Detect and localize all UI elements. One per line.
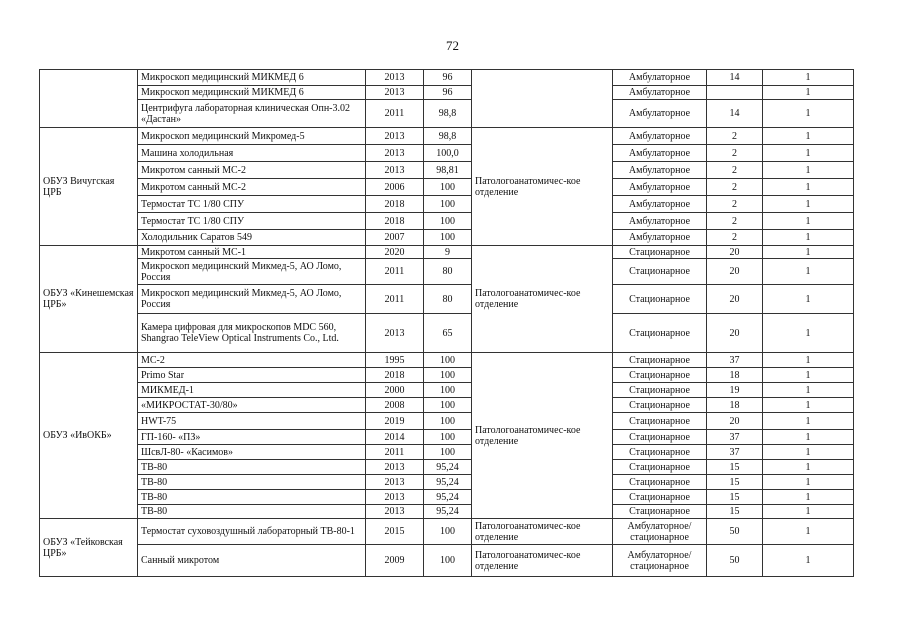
quantity-cell: 1 — [763, 70, 854, 86]
care-type-cell: Амбулаторное — [613, 213, 707, 230]
year-cell: 2013 — [366, 314, 424, 353]
equipment-cell: HWT-75 — [138, 413, 366, 430]
count-cell: 2 — [707, 196, 763, 213]
year-cell: 2013 — [366, 86, 424, 100]
year-cell: 2013 — [366, 475, 424, 490]
count-cell: 20 — [707, 285, 763, 314]
care-type-cell: Амбулаторное — [613, 179, 707, 196]
count-cell: 19 — [707, 383, 763, 398]
table-row — [40, 314, 854, 353]
quantity-cell: 1 — [763, 162, 854, 179]
equipment-cell: Термостат ТС 1/80 СПУ — [138, 196, 366, 213]
percent-cell: 100 — [424, 445, 472, 460]
percent-cell: 98,8 — [424, 100, 472, 128]
equipment-cell: Центрифуга лабораторная клиническая Опн-3.02 «Дастан» — [138, 100, 366, 128]
care-type-cell: Амбулаторное — [613, 162, 707, 179]
table-row — [40, 430, 854, 445]
count-cell: 2 — [707, 162, 763, 179]
percent-cell: 100 — [424, 398, 472, 413]
year-cell: 2018 — [366, 196, 424, 213]
table-row — [40, 145, 854, 162]
equipment-cell: ТВ-80 — [138, 490, 366, 505]
care-type-cell: Амбулаторное — [613, 86, 707, 100]
equipment-cell: Камера цифровая для микроскопов MDC 560, Shangrao TeleView Optical Instruments Co., Ltd. — [138, 314, 366, 353]
care-type-cell: Стационарное — [613, 368, 707, 383]
quantity-cell: 1 — [763, 213, 854, 230]
table-row — [40, 545, 854, 577]
table-row — [40, 490, 854, 505]
year-cell: 2009 — [366, 545, 424, 577]
year-cell: 2008 — [366, 398, 424, 413]
count-cell: 37 — [707, 445, 763, 460]
year-cell: 2013 — [366, 490, 424, 505]
equipment-cell: ТВ-80 — [138, 475, 366, 490]
quantity-cell: 1 — [763, 430, 854, 445]
percent-cell: 100 — [424, 353, 472, 368]
quantity-cell: 1 — [763, 100, 854, 128]
quantity-cell: 1 — [763, 128, 854, 145]
quantity-cell: 1 — [763, 314, 854, 353]
equipment-cell: МИКМЕД-1 — [138, 383, 366, 398]
year-cell: 2013 — [366, 145, 424, 162]
organization-cell: ОБУЗ «ИвОКБ» — [40, 353, 138, 519]
care-type-cell: Стационарное — [613, 413, 707, 430]
table-row — [40, 460, 854, 475]
table-row — [40, 368, 854, 383]
equipment-cell: Микротом санный МС-2 — [138, 179, 366, 196]
year-cell: 2011 — [366, 285, 424, 314]
department-cell: Патологоанатомичес-кое отделение — [472, 545, 613, 577]
year-cell: 2013 — [366, 460, 424, 475]
count-cell: 15 — [707, 475, 763, 490]
count-cell: 14 — [707, 100, 763, 128]
table-row — [40, 213, 854, 230]
percent-cell: 100 — [424, 383, 472, 398]
care-type-cell: Стационарное — [613, 383, 707, 398]
year-cell: 2011 — [366, 445, 424, 460]
percent-cell: 95,24 — [424, 475, 472, 490]
quantity-cell: 1 — [763, 475, 854, 490]
equipment-cell: Primo Star — [138, 368, 366, 383]
equipment-cell: «МИКРОСТАТ-30/80» — [138, 398, 366, 413]
equipment-cell: ШсвЛ-80- «Касимов» — [138, 445, 366, 460]
year-cell: 2018 — [366, 213, 424, 230]
care-type-cell: Стационарное — [613, 505, 707, 519]
department-cell: Патологоанатомичес-кое отделение — [472, 128, 613, 246]
care-type-cell: Амбулаторное — [613, 70, 707, 86]
quantity-cell: 1 — [763, 196, 854, 213]
count-cell: 37 — [707, 430, 763, 445]
quantity-cell: 1 — [763, 368, 854, 383]
count-cell: 2 — [707, 145, 763, 162]
year-cell: 2015 — [366, 519, 424, 545]
table-row — [40, 100, 854, 128]
count-cell — [707, 86, 763, 100]
year-cell: 2019 — [366, 413, 424, 430]
percent-cell: 80 — [424, 259, 472, 285]
department-cell: Патологоанатомичес-кое отделение — [472, 246, 613, 353]
department-cell: Патологоанатомичес-кое отделение — [472, 519, 613, 545]
percent-cell: 100 — [424, 545, 472, 577]
equipment-cell: Санный микротом — [138, 545, 366, 577]
care-type-cell: Стационарное — [613, 475, 707, 490]
quantity-cell: 1 — [763, 86, 854, 100]
percent-cell: 100 — [424, 213, 472, 230]
percent-cell: 96 — [424, 86, 472, 100]
percent-cell: 95,24 — [424, 505, 472, 519]
equipment-cell: ГП-160- «ПЗ» — [138, 430, 366, 445]
equipment-cell: ТВ-80 — [138, 505, 366, 519]
year-cell: 2013 — [366, 70, 424, 86]
year-cell: 2011 — [366, 259, 424, 285]
equipment-cell: Микроскоп медицинский Микмед-5, АО Ломо, Россия — [138, 285, 366, 314]
care-type-cell: Стационарное — [613, 353, 707, 368]
organization-cell: ОБУЗ «Тейковская ЦРБ» — [40, 519, 138, 577]
equipment-cell: Холодильник Саратов 549 — [138, 230, 366, 246]
care-type-cell: Амбулаторное — [613, 128, 707, 145]
year-cell: 2014 — [366, 430, 424, 445]
count-cell: 2 — [707, 213, 763, 230]
quantity-cell: 1 — [763, 145, 854, 162]
percent-cell: 98,81 — [424, 162, 472, 179]
table-row — [40, 475, 854, 490]
percent-cell: 65 — [424, 314, 472, 353]
quantity-cell: 1 — [763, 505, 854, 519]
equipment-table — [39, 69, 854, 577]
quantity-cell: 1 — [763, 413, 854, 430]
count-cell: 20 — [707, 246, 763, 259]
year-cell: 2013 — [366, 128, 424, 145]
table-row — [40, 259, 854, 285]
count-cell: 2 — [707, 128, 763, 145]
count-cell: 18 — [707, 398, 763, 413]
quantity-cell: 1 — [763, 445, 854, 460]
equipment-cell: Микротом санный МС-1 — [138, 246, 366, 259]
percent-cell: 100 — [424, 519, 472, 545]
quantity-cell: 1 — [763, 259, 854, 285]
table-row — [40, 128, 854, 145]
percent-cell: 100 — [424, 413, 472, 430]
care-type-cell: Стационарное — [613, 445, 707, 460]
care-type-cell: Стационарное — [613, 490, 707, 505]
percent-cell: 95,24 — [424, 490, 472, 505]
count-cell: 37 — [707, 353, 763, 368]
year-cell: 2007 — [366, 230, 424, 246]
equipment-cell: Машина холодильная — [138, 145, 366, 162]
quantity-cell: 1 — [763, 383, 854, 398]
percent-cell: 100,0 — [424, 145, 472, 162]
quantity-cell: 1 — [763, 353, 854, 368]
count-cell: 15 — [707, 490, 763, 505]
count-cell: 50 — [707, 545, 763, 577]
organization-cell: ОБУЗ Вичугская ЦРБ — [40, 128, 138, 246]
table-row — [40, 413, 854, 430]
care-type-cell: Амбулаторное/ стационарное — [613, 545, 707, 577]
percent-cell: 100 — [424, 196, 472, 213]
table-row — [40, 353, 854, 368]
count-cell: 14 — [707, 70, 763, 86]
percent-cell: 100 — [424, 179, 472, 196]
table-row — [40, 196, 854, 213]
table-row — [40, 230, 854, 246]
table-row — [40, 383, 854, 398]
count-cell: 20 — [707, 314, 763, 353]
quantity-cell: 1 — [763, 246, 854, 259]
equipment-cell: Микроскоп медицинский МИКМЕД 6 — [138, 70, 366, 86]
care-type-cell: Стационарное — [613, 285, 707, 314]
count-cell: 2 — [707, 179, 763, 196]
care-type-cell: Амбулаторное/ стационарное — [613, 519, 707, 545]
count-cell: 18 — [707, 368, 763, 383]
care-type-cell: Амбулаторное — [613, 196, 707, 213]
table-row — [40, 179, 854, 196]
percent-cell: 100 — [424, 368, 472, 383]
count-cell: 15 — [707, 505, 763, 519]
quantity-cell: 1 — [763, 398, 854, 413]
care-type-cell: Стационарное — [613, 430, 707, 445]
equipment-cell: Термостат суховоздушный лабораторный ТВ-80-1 — [138, 519, 366, 545]
percent-cell: 80 — [424, 285, 472, 314]
table-row — [40, 445, 854, 460]
quantity-cell: 1 — [763, 460, 854, 475]
year-cell: 2013 — [366, 505, 424, 519]
count-cell: 20 — [707, 413, 763, 430]
care-type-cell: Амбулаторное — [613, 230, 707, 246]
department-cell: Патологоанатомичес-кое отделение — [472, 353, 613, 519]
equipment-cell: Микротом санный МС-2 — [138, 162, 366, 179]
table-row — [40, 162, 854, 179]
equipment-cell: Микроскоп медицинский МИКМЕД 6 — [138, 86, 366, 100]
table-row — [40, 398, 854, 413]
care-type-cell: Стационарное — [613, 460, 707, 475]
table-row — [40, 70, 854, 86]
percent-cell: 9 — [424, 246, 472, 259]
organization-cell: ОБУЗ «Кинешемская ЦРБ» — [40, 246, 138, 353]
table-row — [40, 505, 854, 519]
year-cell: 2020 — [366, 246, 424, 259]
year-cell: 2011 — [366, 100, 424, 128]
table-row — [40, 285, 854, 314]
care-type-cell: Амбулаторное — [613, 145, 707, 162]
equipment-cell: Микроскоп медицинский Микмед-5, АО Ломо, Россия — [138, 259, 366, 285]
year-cell: 2000 — [366, 383, 424, 398]
percent-cell: 98,8 — [424, 128, 472, 145]
table-row — [40, 86, 854, 100]
equipment-cell: Термостат ТС 1/80 СПУ — [138, 213, 366, 230]
equipment-cell: МС-2 — [138, 353, 366, 368]
quantity-cell: 1 — [763, 519, 854, 545]
organization-cell — [40, 70, 138, 128]
count-cell: 50 — [707, 519, 763, 545]
quantity-cell: 1 — [763, 179, 854, 196]
percent-cell: 100 — [424, 230, 472, 246]
care-type-cell: Стационарное — [613, 246, 707, 259]
care-type-cell: Стационарное — [613, 259, 707, 285]
department-cell — [472, 70, 613, 128]
quantity-cell: 1 — [763, 490, 854, 505]
care-type-cell: Стационарное — [613, 398, 707, 413]
year-cell: 1995 — [366, 353, 424, 368]
care-type-cell: Амбулаторное — [613, 100, 707, 128]
quantity-cell: 1 — [763, 285, 854, 314]
quantity-cell: 1 — [763, 230, 854, 246]
table-row — [40, 246, 854, 259]
count-cell: 20 — [707, 259, 763, 285]
equipment-cell: ТВ-80 — [138, 460, 366, 475]
care-type-cell: Стационарное — [613, 314, 707, 353]
percent-cell: 100 — [424, 430, 472, 445]
table-row — [40, 519, 854, 545]
year-cell: 2006 — [366, 179, 424, 196]
page-number: 72 — [446, 38, 459, 53]
equipment-cell: Микроскоп медицинский Микромед-5 — [138, 128, 366, 145]
count-cell: 2 — [707, 230, 763, 246]
year-cell: 2018 — [366, 368, 424, 383]
percent-cell: 96 — [424, 70, 472, 86]
year-cell: 2013 — [366, 162, 424, 179]
count-cell: 15 — [707, 460, 763, 475]
quantity-cell: 1 — [763, 545, 854, 577]
percent-cell: 95,24 — [424, 460, 472, 475]
